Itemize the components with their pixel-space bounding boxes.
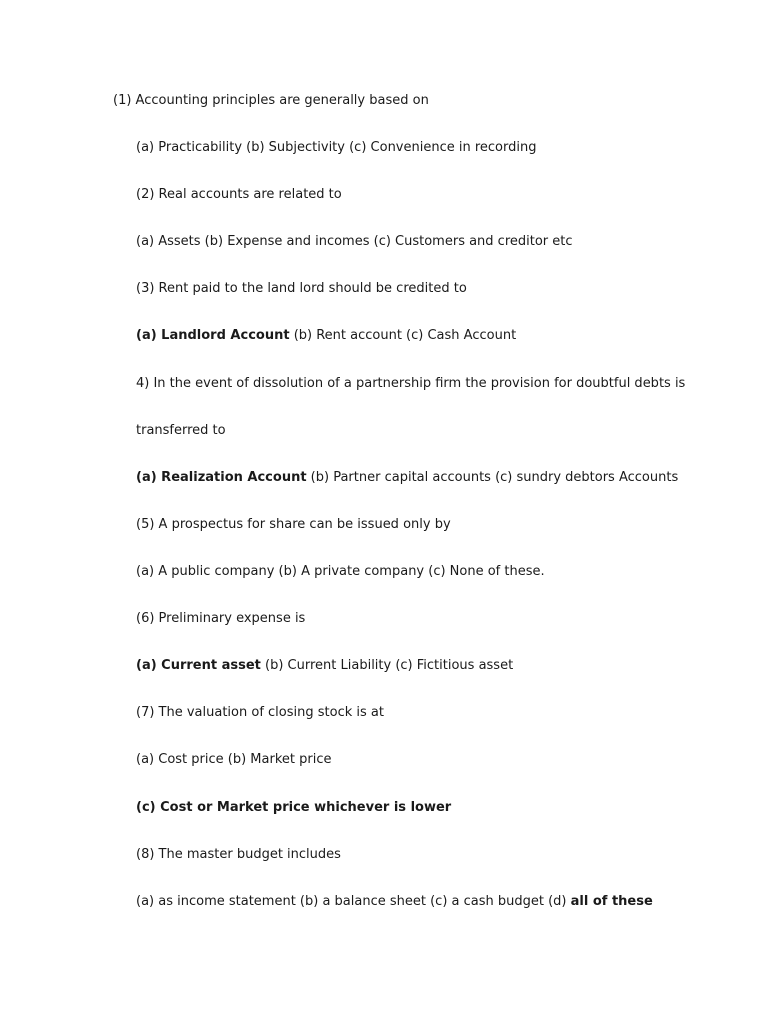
text-segment: (6) Preliminary expense is [136,611,306,626]
text-segment: 4) In the event of dissolution of a partnership firm the provision for doubtful debts is [136,376,686,391]
question-8-options-line [136,894,653,910]
text-segment: (b) Rent account (c) Cash Account [289,328,517,343]
question-3-line [136,281,467,297]
question-2-options-line [136,234,573,250]
text-segment: (a) A public company (b) A private company (c) None of these. [136,564,545,579]
question-2-line [136,187,342,203]
text-segment: (a) Practicability (b) Subjectivity (c) Convenience in recording [136,140,537,155]
answer-highlight: (a) Current asset [136,658,261,673]
question-6-options-line [136,658,513,674]
text-segment: (a) Cost price (b) Market price [136,752,332,767]
question-3-options-line [136,328,516,344]
text-segment: (7) The valuation of closing stock is at [136,705,384,720]
question-5-line [136,517,451,533]
text-segment: (b) Current Liability (c) Fictitious asset [260,658,514,673]
question-7-options-line [136,752,331,768]
text-segment: (a) Assets (b) Expense and incomes (c) Customers and creditor etc [136,234,573,249]
text-segment: (2) Real accounts are related to [136,187,342,202]
question-1-options-line [136,140,536,156]
text-segment: (3) Rent paid to the land lord should be credited to [136,281,467,296]
answer-highlight: (a) Landlord Account [136,328,290,343]
text-segment: (1) Accounting principles are generally based on [113,93,429,108]
text-segment: (b) Partner capital accounts (c) sundry debtors Accounts [306,470,679,485]
answer-highlight: (c) Cost or Market price whichever is lower [136,800,452,815]
question-6-line [136,611,305,627]
text-segment: (8) The master budget includes [136,847,341,862]
text-segment: (a) as income statement (b) a balance sheet (c) a cash budget (d) [136,894,571,909]
question-4-continuation-line [136,423,226,439]
text-segment: (5) A prospectus for share can be issued only by [136,517,451,532]
answer-highlight: all of these [570,894,653,909]
question-8-line [136,847,341,863]
question-4-options-line [136,470,678,486]
question-4-line [136,376,685,392]
question-7-answer-line [136,800,451,816]
text-segment: transferred to [136,423,226,438]
question-7-line [136,705,384,721]
question-1-line [113,93,429,109]
answer-highlight: (a) Realization Account [136,470,307,485]
question-5-options-line [136,564,545,580]
